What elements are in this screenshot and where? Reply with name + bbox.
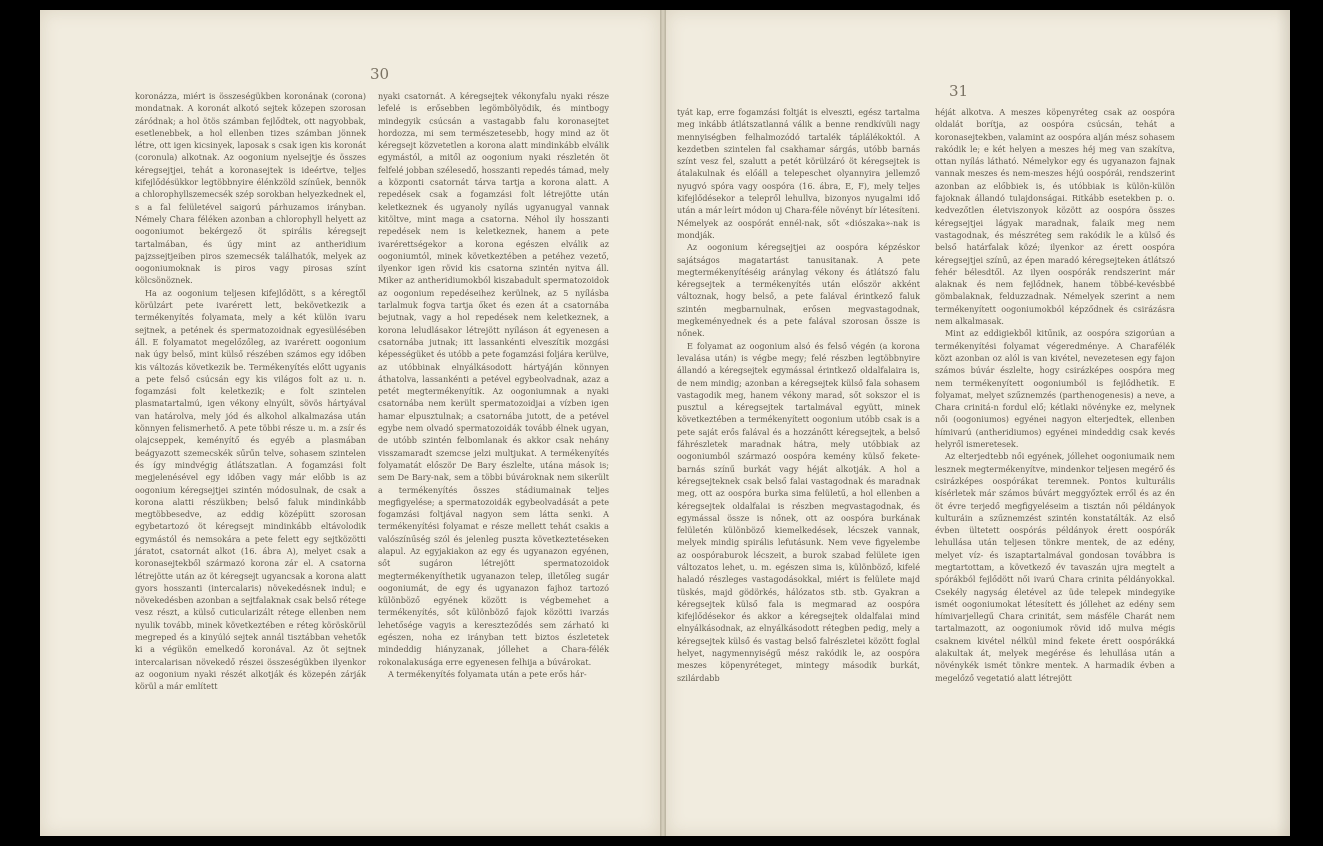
paragraph: héját alkotva. A meszes köpenyréteg csak az oospóra oldalát borítja, az oospóra csúcsán, tehát a koronasejtekben, valamint az oospóra alján mész sohasem rakódik le; e két helyen a meszes héj meg van szakítva, ottan nyílás látható. Némelykor egy és ugyanazon fajnak vannak meszes és nem-meszes héjú oospórái, rendszerint azonban az előbbiek is, és utóbbiak is külön-külön fajoknak állandó tulajdonságai. Ritkább esetekben p. o. kedvezőtlen életviszonyok között az oospóra összes kéregsejtjei lágyak maradnak, falaik meg nem vastagodnak, és mészréteg sem rakódik le a külső és belső határfalak közé; ilyenkor az érett oospóra kéregsejtjei színű, az épen maradó kéregsejteken átlátszó fehér bélesdtől. Az ilyen oospórák rendszerint már alaknak és nem fejlődnek, hanem többé-kevésbbé gömbalaknak, felduzzadnak. Némelyek szerint a nem termékenyített oogoniumokból képződnek és csirázásra nem alkalmasak. (935, 107, 1175, 327)
paragraph: Ha az oogonium teljesen kifejlődött, s a kéregtől körülzárt pete ivarérett lett, bekövetkezik a termékenyítés folyamata, mely a két külön ivaru sejtnek, a petének és spermatozoidnak egyesülésében áll. E folyamatot megelőzőleg, az ivarérett oogonium nak úgy belső, mint külső részében számos egy időben kis változás következik be. Termékenyítés előtt ugyanis a pete felső csúcsán egy kis világos folt az u. n. fogamzási folt keletkezik; e folt szintelen plasmatartalmú, igen vékony elnyúlt, sövös hártyával van határolva, mely jód és alkohol alkalmazása után könnyen felismerhető. A pete többi része u. m. a zsír és olajcseppek, keményítő és egyéb a plasmában beágyazott szemecskék sűrűn telve, sohasem szintelen és így mindvégig átlátszatlan. A fogamzási folt megjelenésével egy időben vagy már előbb is az oogonium kéregsejtjei szintén módosulnak, de csak a korona alatti részükben; belső faluk mindinkább megtöbbesedve, az eddig középütt szorosan egybetartozó öt kéregsejt mindinkább eltávolodik egymástól és nemsokára a pete felett egy sejtközötti járatot, csatornát alkot (16. ábra A), melyet csak a koronasejtekből származó korona zár el. A csatorna létrejötte után az öt kéregsejt ugyancsak a korona alatt gyors hosszanti (intercalaris) növekedésnek indul; e növekedésben azonban a sejtfalaknak csak belső rétege vesz részt, a külső cuticularizált rétege ellenben nem nyulik tovább, minek következtében e réteg köröskörül megreped és a kinyúló sejtek annál tisztábban vehetők ki a végükön emelkedő koronával. Az öt sejtnek intercalarisan növekedő részei összeségükben ilyenkor az oogonium nyaki részét alkotják és közepén zárják körül a már említett (135, 287, 366, 692)
paragraph: koronázza, miért is összeségükben koronának (corona) mondatnak. A koronát alkotó sejtek közepen szorosan záródnak; a hol ötös számban fejlődtek, ott nagyobbak, esetlenebbek, a hol ellenben tizes számban jönnek létre, ott igen kicsinyek, laposak s csak igen kis koronát (coronula) alkotnak. Az oogonium nyelsejtje és összes kéregsejtjei, tehát a koronasejtek is ideértve, teljes kifejlődésükkor legtöbbnyire élénkzöld színűek, bennök a chlorophyllszemecsék szép sorokban helyezkednek el, s a fal felületével saigorú párhuzamos irányban. Némely Chara féléken azonban a chlorophyll helyett az oogoniumot bekérgező öt spirális kéregsejt tartalmában, és úgy mint az antheridium pajzssejtjeiben piros szemecsék találhatók, melyek az oogoniumoknak is piros vagy pirosas színt kölcsönöznek. (135, 91, 366, 286)
paragraph: Mint az eddigiekből kitűnik, az oospóra szigorúan a termékenyítési folyamat végeredménye. A Charafélék közt azonban oz alól is van kivétel, nevezetesen egy fajon számos búvár észlelte, hogy csirázképes oospóra meg nem termékenyített oogoniumból is fejlődhetik. E folyamat, melyet szűznemzés (parthenogenesis) a neve, a Chara crinitá-n fordul elő; kétlaki növényke ez, melynek női (oogoniumos) egyénei nagyon elterjedtek, ellenben hímivarú (antheridiumos) egyénei mindeddig csak kevés helyről ismeretesek. (935, 328, 1175, 450)
paragraph: nyaki csatornát. A kéregsejtek vékonyfalu nyaki része lefelé is erősebben legömbölyödik, és mintbogy mindegyik csúcsán a vastagabb falu koronasejtet hordozza, mi sem természetesebb, hogy mind az öt kéregsejt közvetetlen a korona alatt mindinkább elválik egymástól, a mitől az oogonium nyaki részletén öt felfelé jobban szélesedő, hosszanti repedés támad, mely a központi csatornát tárva tartja a korona alatt. A repedések csak a fogamzási folt létrejötte után keletkeznek és ugyanoly nyílás ugyanugyal vannak kitöltve, mint maga a csatorna. Néhol ily hosszanti repedések nem is keletkeznek, hanem a pete ivarérettségekor a korona egészen elválik az oogoniumtól, minek következtében a petéhez vezető, ilyenkor igen rövid kis csatorna szintén nyitva áll. Miker az antheridiumokból kiszabadult spermatozoidok az oogonium repedéseihez kerülnek, az 5 nyílásba tarlalmuk fogva tartja őket és ezen át a csatornába bejutnak, vagy a hol repedések nem keletkeznek, a korona leludlásakor létrejött nyíláson át egyenesen a csatornába jutnak; itt lassankénti elveszítik mozgási képességüket és utóbb a pete fogamzási foljára kerülve, az utóbbinak elnyálkásodott hártyáján könnyen áthatolva, lassankénti a petével egybeolvadnak, azaz a petét megtermékenyítik. Az oogoniumnak a nyaki csatornába nem került spermatozoidjai a vízben igen hamar elpusztulnak; a csatornába jutott, de a petével egybe nem olvadó spermatozoidák tovább élnek ugyan, de utóbb szintén felbomlanak és akkor csak nehány visszamaradt szemcse jelzi multjukat. A termékenyítés folyamatát először De Bary észlelte, utána mások is; sem De Bary-nak, sem a többi búvároknak nem sikerült a termékenyítés összes stádiumainak teljes megfigyelése; a spermatozoidák egybeolvadását a pete fogamzási foltjával nagyon sem látta senki. A termékenyítési folyamat e része mellett tehát csakis a valószínűség szól és jelenleg puszta következtetéseken alapul. Az egyjakiakon az egy és ugyanazon egyénen, sőt sugáron létrejött spermatozoidok megtermékenyíthetik ugyanazon telep, illetőleg sugár oogoniumát, de egy és ugyanazon fajhoz tartozó különböző egyének között is végbemehet a termékenyítés, sőt különböző fajok közötti ivarzás lehetősége vagyis a kereszteződés sem zárható ki egészen, noha ez irányban tett biztos észletetek mindeddig hiányzanak, jóllehet a Chara-félék rokonalakusága erre egyenesen felhija a búvárokat. (378, 91, 609, 667)
page-edge-shadow (1276, 10, 1290, 836)
page-number: 31 (949, 82, 969, 100)
text-column-1 (677, 106, 920, 684)
text-column-2 (378, 90, 609, 680)
paragraph: tyát kap, erre fogamzási foltját is elveszti, egész tartalma meg inkább átlátszatlanná válik a benne rendkívüli nagy mennyiségben felhalmozódó tartalék táplálékoktól. A kezdetben szintelen fal csakhamar sárgás, utóbb barnás színt vesz fel, szalutt a petét körülzáró öt kéregsejtek is átalakulnak és előáll a telepeschet olyannyira jellemző nyugvó spóra vagy oospóra (16. ábra, E, F), mely teljes kifejlődésekor a telepről lehullva, bizonyos nyugalmi idő után a már leírt módon uj Chara-féle növényt bír létesíteni. Némelyek az oospórát ennél-nak, sőt «diószaka»-nak is mondják. (677, 107, 921, 240)
paragraph: A termékenyítés folyamata után a pete erős hár- (388, 668, 587, 679)
right-page (666, 10, 1290, 836)
page-number: 30 (370, 65, 390, 83)
paragraph: E folyamat az oogonium alsó és felső végén (a korona levalása után) is végbe megy; felé részben legtöbbnyire állandó a kéregsejtek egymással érintkező oldalfalaira is, de nem mindig; azonban a kéregsejtek külső fala sohasem vastagodik meg, hanem vékony marad, sőt sokszor el is pusztul a kéregsejtek tartalmával együtt, minek következtében a termékenyített oogonium utóbb csak is a pete saját erős falával és a hozzánőtt kéregsejtek, a belső fáhrészletek maradnak hátra, mely utóbbiak az oogoniumból származó oospóra kemény külső fekete-barnás színű burkát vagy héját alkotják. A hol a kéregsejteknek csak belső falai vastagodnak és maradnak meg, ott az oospóra burka sima felületű, a hol ellenben a kéregsejtek oldalfalai is részben megvastagodnak, és egymással össze is nőnek, ott az oospóra burkának felületén különböző kiemelkedések, lécszek vannak, melyek mindig spirális lefutásunk. Nem veve figyelembe az oospóraburok lécszeit, a burok szabad felülete igen változatos lehet, u. m. egészen sima is, különböző, kifelé haladó részleges vastagodásokkal, miért is felülete majd tüskés, majd gödörkés, hálózatos stb. stb. Gyakran a kéregsejtek külső fala is megmarad az oospóra kifejlődésekor és akkor a kéregsejtek oldalfalai mind elnyálkásodnak, az elnyálkásodott rétegben pedig, mely a kéregsejtek külső és vastag belső falrészletei között foglal helyet, nagymennyiségű mész rakódik le, az oospóra meszes köpenyréteget, mintegy második burkát, szilárdabb (677, 340, 920, 683)
paragraph: Az elterjedtebb női egyének, jóllehet oogoniumaik nem lesznek megtermékenyítve, mindenkor teljesen megérő és csirázképes oospórákat teremnek. Pontos kulturális kísérletek már számos búvárt meggyőztek erről és az én öt évre terjedő megfigyeléseim a tisztán női példányok kulturáin a szűznemzést szintén konstatálták. Az első évben ültetett oospórás példányok érett oospórák lehullása után teljesen tönkre mentek, de az edény, melyet víz- és iszaptartalmával gondosan továbbra is megtartottam, a következő év tavaszán ujra megtelt a spórákból fejlődött női ivarú Chara crinita példányokkal. Csekély nagyság életével az üde telepek mindegyike ismét oogoniumokat létesített és jóllehet az edény sem hímivarjellegű Chara crinitát, sem másféle Charát nem tartalmazott, az oogoniumok rövid idő mulva mégis csaknem kivétel nélkül mind fekete érett oospórákká alakultak át, melyek megérése és lehullása után a növénykék ismét tönkre mentek. A harmadik évben a megelőző vegetatió alatt létrejött (935, 451, 1175, 683)
left-page (40, 10, 660, 836)
text-column-1 (135, 90, 366, 693)
paragraph: Az oogonium kéregsejtjei az oospóra képzéskor sajátságos magatartást tanusitanak. A pete megtermékenyítéséig aránylag vékony és átlátszó falu kéregsejtek a termékenyítés után először akként változnak, hogy belső, a pete falával érintkező faluk szintén megbarnulnak, erősen megvastagodnak, megkeményednek és a pete falával szorosan össze is nőnek. (677, 242, 920, 339)
text-column-2 (935, 106, 1175, 684)
